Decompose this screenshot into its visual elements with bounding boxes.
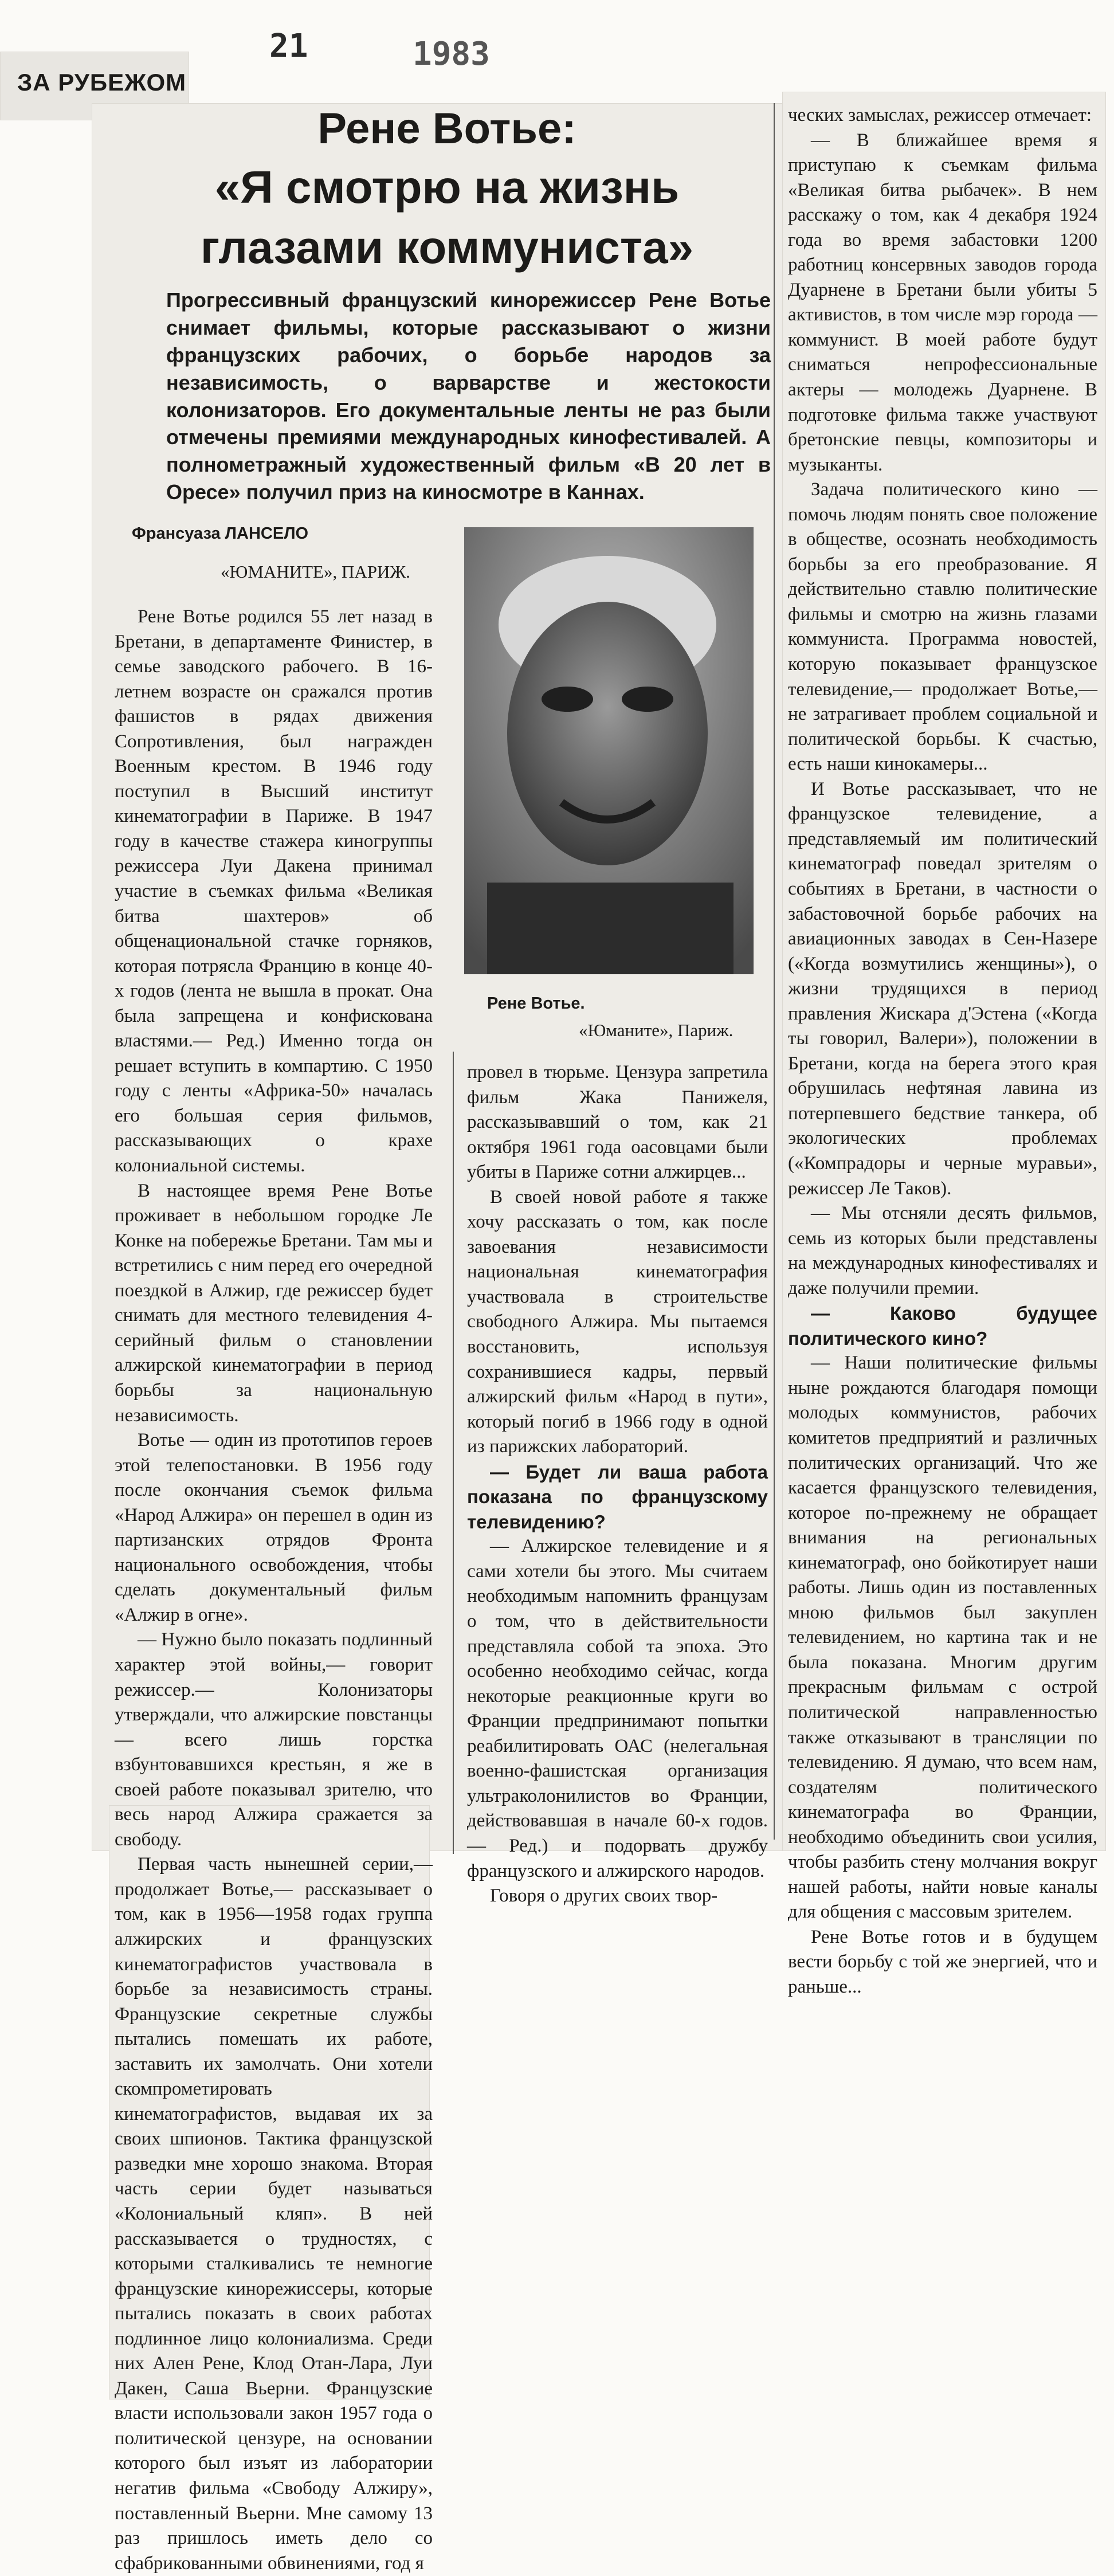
paragraph: И Вотье рассказывает, что не французское телевидение, а представляемый им политический кинематограф поведал зрителям о событиях в Бретани, в частности о забастовочной борьбе рабочих на авиационных заводах в Сен-Назере («Когда возмутились женщины»), о жизни трудящихся в период правления Жискара д'Эстена («Когда ты говорил, Валери»), положении в Бретани, когда на берега этого края обрушилась нефтяная лавина из потерпевшего бедствие танкера, об экологических проблемах («Компрадоры и черные муравьи», режиссер Ле Таков). [788, 778, 1097, 1199]
paragraph: провел в тюрьме. Цензура запретила фильм Жака Панижеля, рассказывавший о том, как 21 октября 1961 года оасовцами были убиты в Париже сотни алжирцев... [467, 1062, 768, 1183]
article-title-line2: «Я смотрю на жизнь [214, 162, 680, 213]
photo-caption-name: Рене Вотье. [487, 994, 585, 1013]
handwritten-day: 21 [269, 28, 308, 65]
author-byline: Франсуаза ЛАНСЕЛО [132, 524, 309, 543]
interview-question: — Будет ли ваша работа показана по французскому телевидению? [467, 1461, 768, 1532]
paragraph: Рене Вотье готов и в будущем вести борьбу с той же энергией, что и раньше... [788, 1926, 1097, 1998]
paragraph: Вотье — один из прототипов героев этой телепостановки. В 1956 году после окончания съемок фильма «Народ Алжира» он перешел в один из партизанских отрядов Фронта национального освобождения, чтобы сделать документальный фильм «Алжир в огне». [115, 1430, 433, 1625]
paragraph: Рене Вотье родился 55 лет назад в Бретани, в департаменте Финистер, в семье заводского рабочего. В 16-летнем возрасте он сражался против фашистов в рядах движения Сопротивления, был награжден Военным крестом. В 1946 году поступил в Высший институт кинематографии в Париже. В 1947 году в качестве стажера киногруппы режиссера Луи Дакена принимал участие в съемках фильма «Великая битва шахтеров» об общенациональной стачке горняков, которая потрясла Францию в конце 40-х годов (лента не вышла в прокат. Она была запрещена и конфискована властями.— Ред.) Именно тогда он решает вступить в компартию. С 1950 году с ленты «Африка-50» началась его большая серия фильмов, рассказывающих о крахе колониальной системы. [115, 606, 433, 1177]
article-title-line1: Рене Вотье: [317, 104, 576, 153]
source-line: «ЮМАНИТЕ», ПАРИЖ. [221, 562, 410, 582]
handwritten-year: 1983 [413, 36, 490, 73]
photo-caption-source: «Юманите», Париж. [579, 1020, 733, 1040]
paragraph: — Наши политические фильмы ныне рождаются благодаря помощи молодых коммунистов, рабочих комитетов предприятий и различных политических организаций. Что же касается французского телевидения, которое по-прежнему не обращает внимания на региональных кинематограф, оно бойкотирует наши работы. Лишь один из поставленных мною фильмов был закуплен телевидением, но картина так и не была показана. Многим другим прекрасным фильмам с острой политической направленностью также отказывают в трансляции по телевидению. Я думаю, что всем нам, создателям политического кинематографа во Франции, необходимо объединить свои усилия, чтобы разбить стену молчания вокруг нашей работы, найти новые каналы для общения с массовым зрителем. [788, 1352, 1097, 1923]
paragraph: Говоря о других своих твор- [490, 1885, 718, 1907]
author-portrait-photo [464, 527, 754, 974]
column-rule [774, 103, 775, 1840]
article-lead: Прогрессивный французский кинорежиссер Рене Вотье снимает фильмы, которые рассказывают о жизни французских рабочих, о борьбе народов за независимость, о варварстве и жестокости колонизаторов. Его документальные ленты не раз были отмечены премиями международных кинофестивалей. А полнометражный художественный фильм «В 20 лет в Оресе» получил приз на киносмотре в Каннах. [166, 288, 771, 504]
paragraph: ческих замыслах, режиссер отмечает: [788, 105, 1092, 126]
article-column-1 [115, 605, 433, 2574]
paragraph: — Мы отсняли десять фильмов, семь из которых были представлены на международных кинофестивалях и даже получили премии. [788, 1203, 1097, 1299]
paragraph: — Нужно было показать подлинный характер этой войны,— говорит режиссер.— Колонизаторы утверждали, что алжирские повстанцы — всего лишь горстка взбунтовавшихся крестьян, я же в своей работе показывал зрителю, что весь народ Алжира сражается за свободу. [115, 1629, 433, 1850]
section-label: ЗА РУБЕЖОМ [17, 69, 187, 96]
paragraph: — В ближайшее время я приступаю к съемкам фильма «Великая битва рыбачек». В нем расскажу о том, как 4 декабря 1924 года во время забастовки 1200 работниц консервных заводов города Дуарнене в Бретани были убиты 5 активистов, в том числе мэр города — коммунист. В моей работе будут сниматься непрофессиональные актеры — молодежь Дуарнене. В подготовке фильма также участвуют бретонские певцы, композиторы и музыканты. [788, 130, 1097, 475]
paragraph: В своей новой работе я также хочу рассказать о том, как после завоевания независимости национальная кинематография участвовала в строительстве свободного Алжира. Мы пытаемся восстановить, используя сохранившиеся кадры, первый алжирский фильм «Народ в пути», который погиб в 1966 году в одной из парижских лабораторий. [467, 1186, 768, 1457]
paragraph: Первая часть нынешней серии,— продолжает Вотье,— рассказывает о том, как в 1956—1958 годах группа алжирских и французских кинематографистов участвовала в борьбе за независимость страны. Французские секретные службы пытались помешать их работе, заставить их замолчать. Они хотели скомпрометировать кинематографистов, выдавая их за своих шпионов. Тактика французской разведки мне хорошо знакома. Вторая часть серии будет называться «Колониальный кляп». В ней рассказывается о трудностях, с которыми сталкивались те немногие французские кинорежиссеры, которые пытались показать в своих работах подлинное лицо колониализма. Среди них Ален Рене, Клод Отан-Лара, Луи Дакен, Саша Вьерни. Французские власти использовали закон 1957 года о политической цензуре, на основании которого был изъят из лаборатории негатив фильма «Свободу Алжиру», поставленный Вьерни. Мне самому 13 раз пришлось иметь дело со сфабрикованными обвинениями, год я [115, 1854, 433, 2574]
interview-question: — Каково будущее политического кино? [788, 1303, 1097, 1349]
paragraph: В настоящее время Рене Вотье проживает в небольшом городке Ле Конке на побережье Бретани. Там мы и встретились с ним перед его очередной поездкой в Алжир, где режиссер будет снимать для местного телевидения 4-серийный фильм о становлении алжирской кинематографии в период борьбы за национальную независимость. [115, 1180, 433, 1426]
paragraph: Задача политического кино — помочь людям понять свое положение в обществе, осознать необходимость борьбы за его преобразование. Я действительно ставлю политические фильмы и смотрю на жизнь глазами коммуниста. Программа новостей, которую показывает французское телевидение,— продолжает Вотье,— не затрагивает проблем социальной и политической борьбы. К счастью, есть наши кинокамеры... [788, 479, 1097, 775]
column-rule [453, 1052, 454, 1854]
article-title-line3: глазами коммуниста» [200, 222, 694, 273]
article-column-3 [788, 103, 1097, 1998]
paragraph: — Алжирское телевидение и я сами хотели бы этого. Мы считаем необходимым напомнить французам о том, что в действительности представляла собой та эпоха. Это особенно необходимо сейчас, когда некоторые реакционные круги во Франции предпринимают попытки реабилитировать ОАС (нелегальная военно-фашистская организация ультраколонилистов во Франции, действовавшая в начале 60-х годов.— Ред.) и подорвать дружбу французского и алжирского народов. [467, 1536, 768, 1881]
article-column-2 [467, 1060, 768, 1907]
